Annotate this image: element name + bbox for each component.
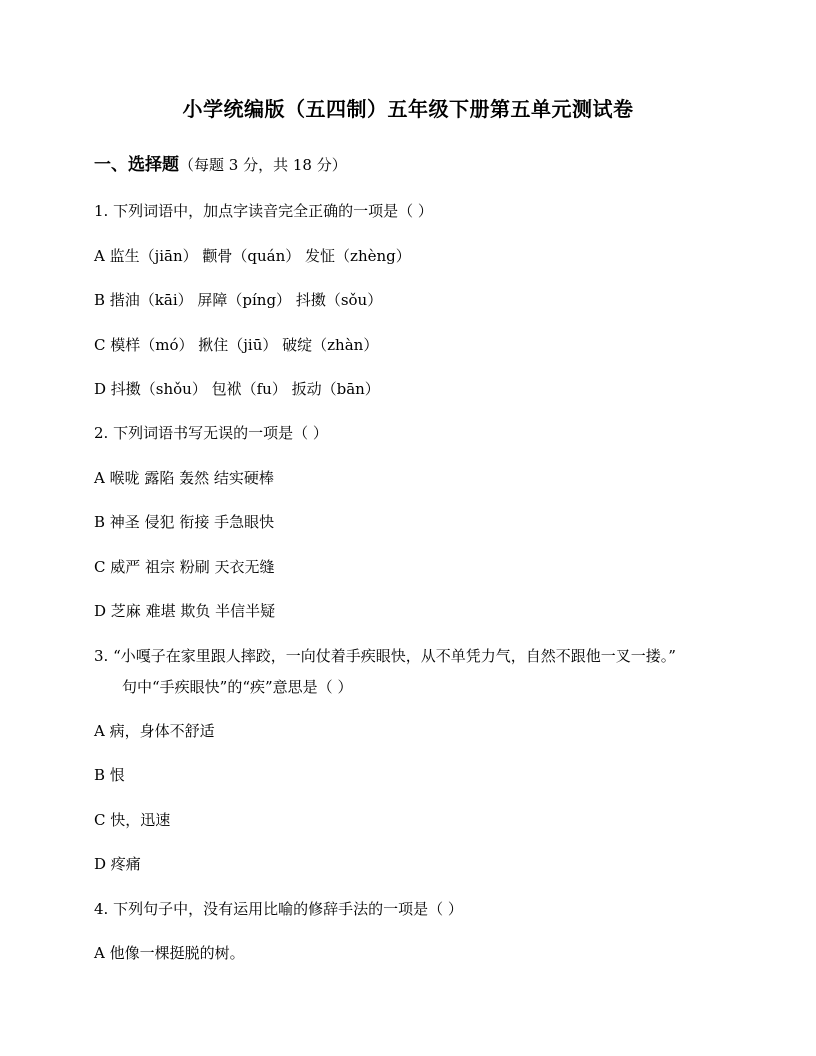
question-3-option-d: D 疼痛 xyxy=(94,855,141,873)
question-2-option-a: A 喉咙 露陷 轰然 结实硬棒 xyxy=(94,469,274,487)
question-3-stem: 3. “小嘎子在家里跟人摔跤，一向仗着手疾眼快，从不单凭力气，自然不跟他一叉一搂。” xyxy=(94,647,676,665)
section-scoring-note: （每题 3 分，共 18 分） xyxy=(179,156,347,174)
question-1-stem: 1. 下列词语中，加点字读音完全正确的一项是（ ） xyxy=(94,202,433,220)
question-2-option-d: D 芝麻 难堪 欺负 半信半疑 xyxy=(94,602,276,620)
question-3-stem-continued: 句中“手疾眼快”的“疾”意思是（ ） xyxy=(122,678,353,696)
question-1-option-b: B 揩油（kāi） 屏障（píng） 抖擞（sǒu） xyxy=(94,291,383,309)
question-3-option-a: A 病，身体不舒适 xyxy=(94,722,215,740)
section-title: 一、选择题 xyxy=(94,155,179,175)
exam-title: 小学统编版（五四制）五年级下册第五单元测试卷 xyxy=(182,97,634,121)
question-2-option-c: C 威严 祖宗 粉刷 天衣无缝 xyxy=(94,558,275,576)
question-2-stem: 2. 下列词语书写无误的一项是（ ） xyxy=(94,424,328,442)
question-4-option-a: A 他像一棵挺脱的树。 xyxy=(94,944,245,962)
question-1-option-a: A 监生（jiān） 颧骨（quán） 发怔（zhèng） xyxy=(94,247,411,265)
question-2-option-b: B 神圣 侵犯 衔接 手急眼快 xyxy=(94,513,275,531)
section-heading xyxy=(94,150,347,175)
question-3-option-c: C 快，迅速 xyxy=(94,811,171,829)
question-1-option-d: D 抖擞（shǒu） 包袱（fu） 扳动（bān） xyxy=(94,380,380,398)
question-1-option-c: C 模样（mó） 揪住（jiū） 破绽（zhàn） xyxy=(94,336,379,354)
question-4-stem: 4. 下列句子中，没有运用比喻的修辞手法的一项是（ ） xyxy=(94,900,463,918)
question-3-option-b: B 恨 xyxy=(94,766,125,784)
